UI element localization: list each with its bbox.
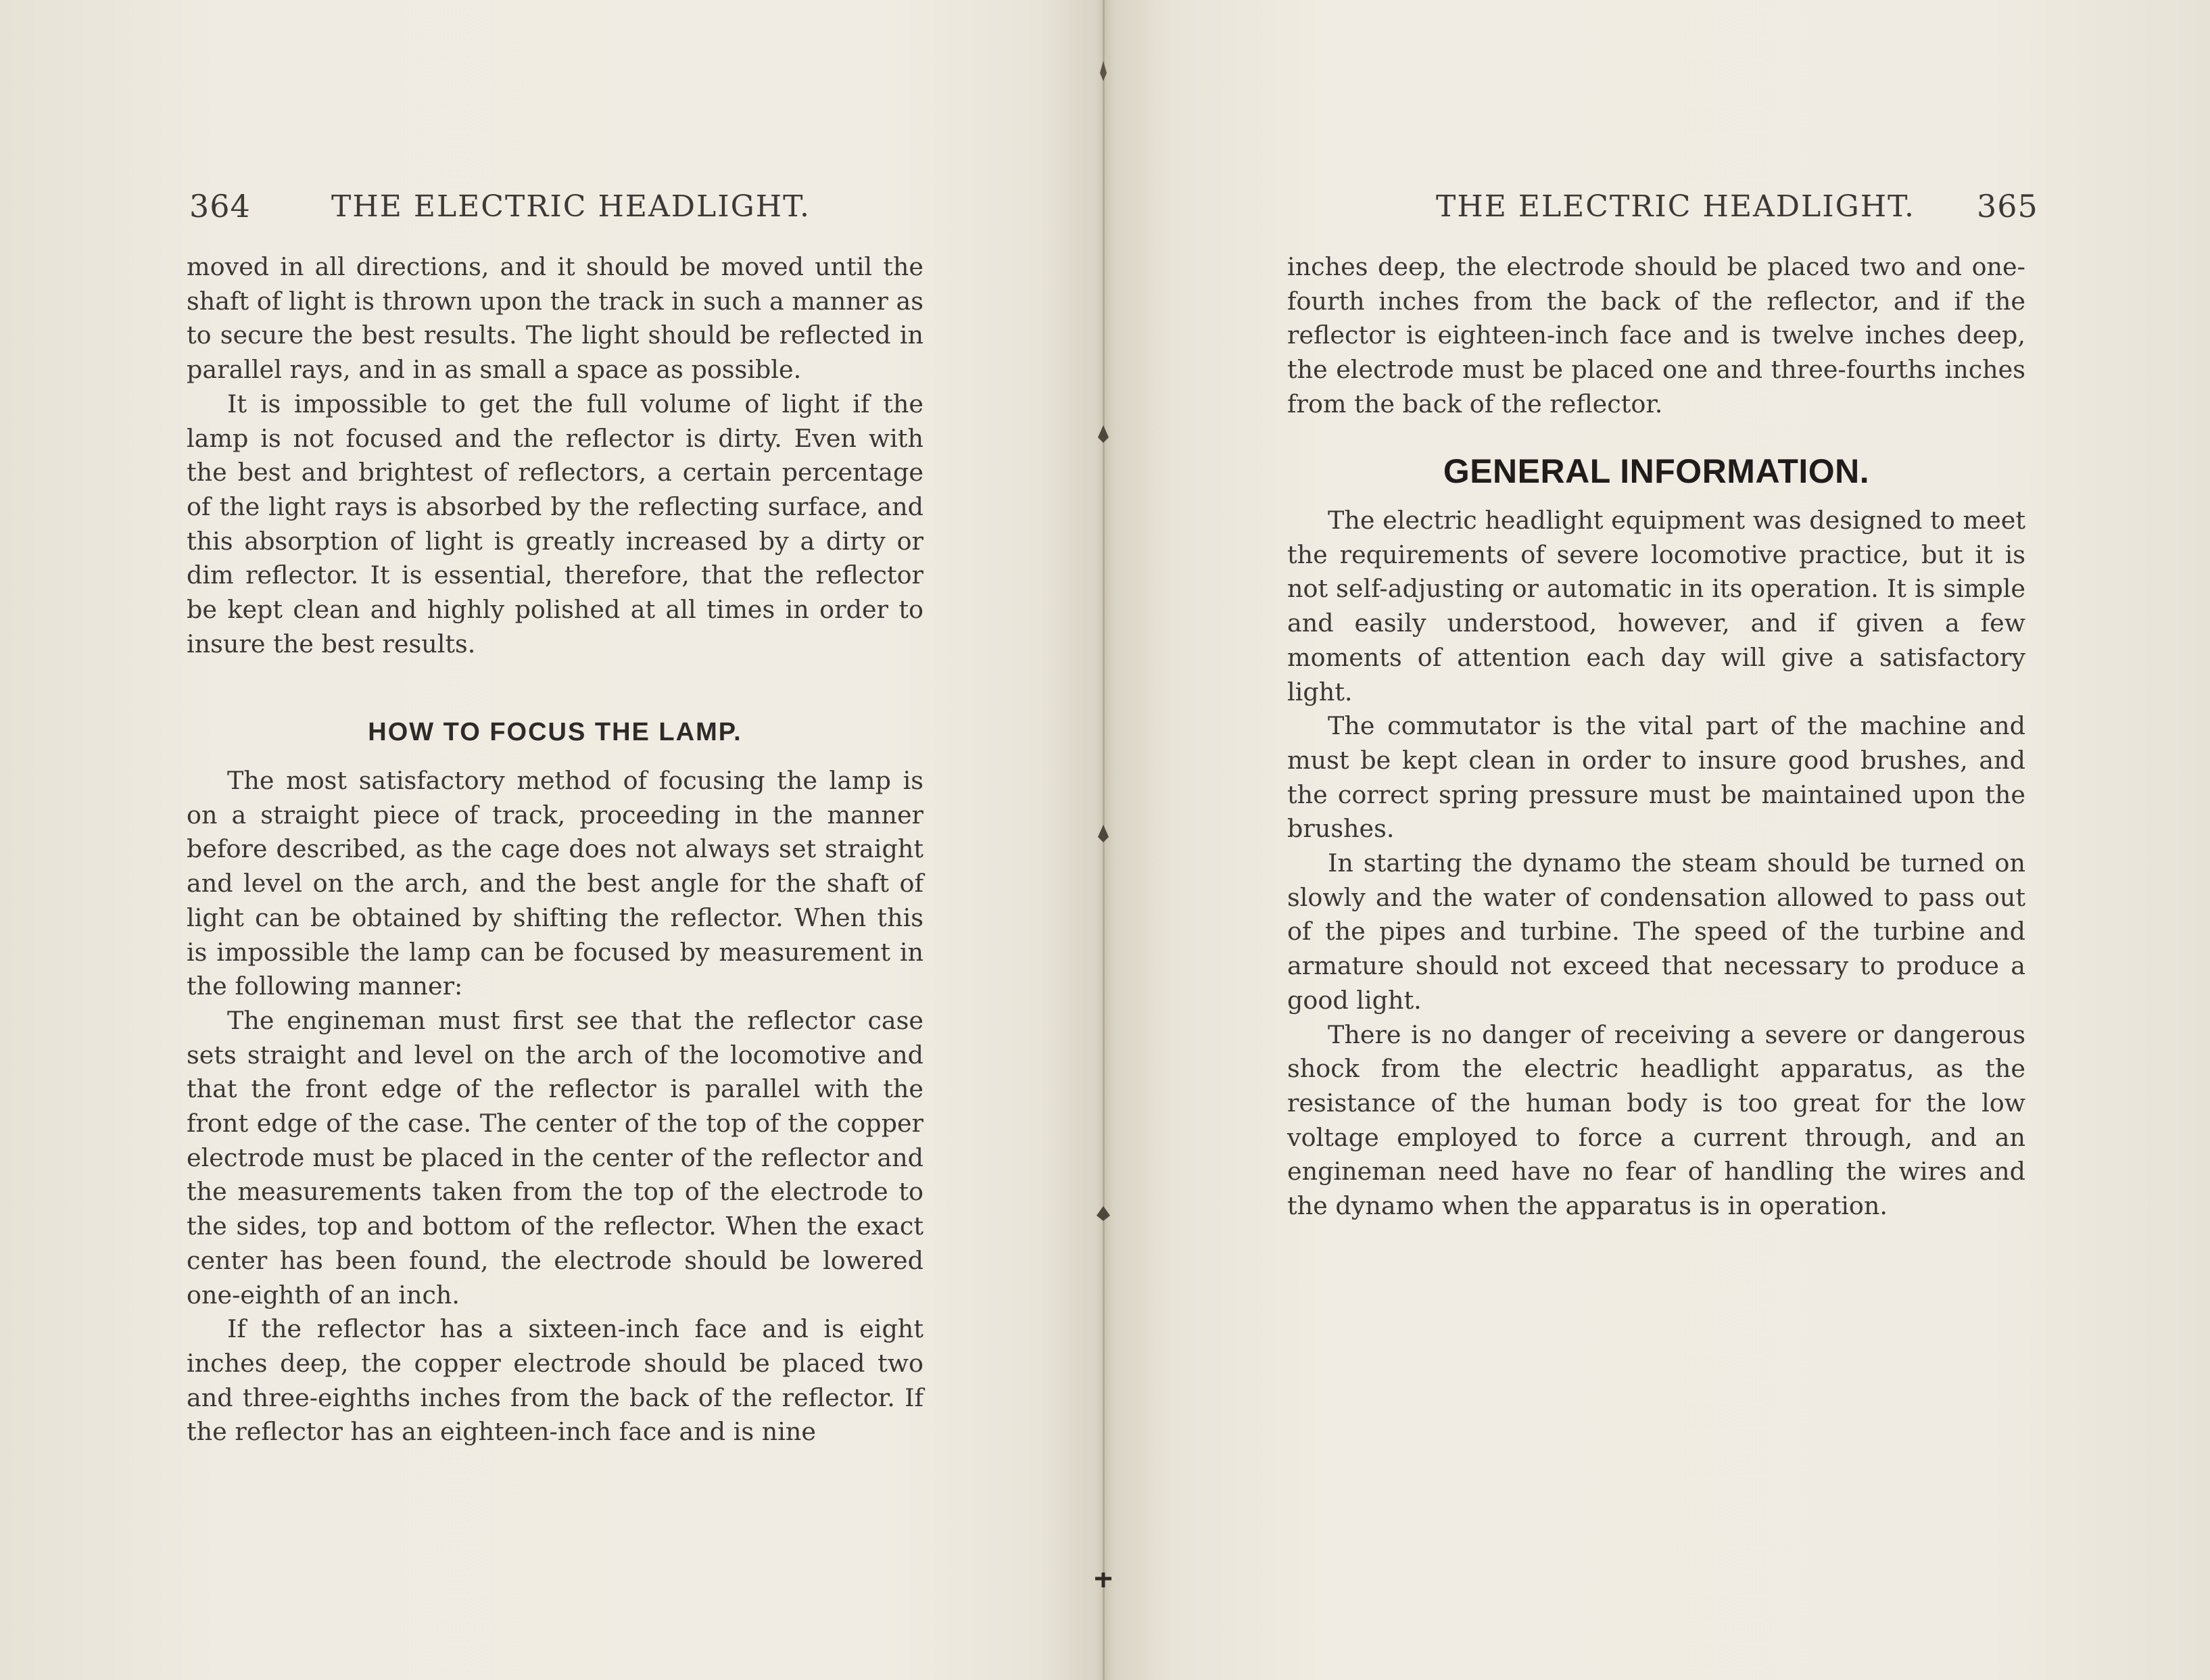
body-text-before-heading: [187, 250, 923, 661]
section-heading: GENERAL INFORMATION.: [1443, 452, 1870, 490]
body-text: [1287, 504, 2025, 1224]
right-page: [1105, 0, 2210, 1680]
paragraph: inches deep, the electrode should be placed two and one-fourth inches from the back of the reflector, and if the reflector is eighteen-inch face and is twelve inches deep, the electrode must be placed one and three-fourths inches from the back of the reflector.: [1287, 252, 2025, 418]
running-head: THE ELECTRIC HEADLIGHT.: [331, 189, 811, 224]
body-text-after-heading: [187, 764, 923, 1449]
paragraph: In starting the dynamo the steam should be turned on slowly and the water of condensation allowed to pass out of the pipes and turbine. The speed of the turbine and armature should not exceed that necessary to produce a good light.: [1287, 848, 2025, 1015]
paragraph: The commutator is the vital part of the machine and must be kept clean in order to insure good brushes, and the correct spring pressure must be maintained upon the brushes.: [1287, 711, 2025, 844]
paragraph: It is impossible to get the full volume of light if the lamp is not focused and the reflector is dirty. Even with the best and brightest of reflectors, a certain percentage of the light rays is absorbed by the reflecting surface, and this absorption of light is greatly increased by a dirty or dim reflector. It is essential, therefore, that the reflector be kept clean and highly polished at all times in order to insure the best results.: [187, 389, 923, 658]
paragraph: The most satisfactory method of focusing the lamp is on a straight piece of track, proceeding in the manner before described, as the cage does not always set straight and level on the arch, and the best angle for the shaft of light can be obtained by shifting the reflector. When this is impossible the lamp can be focused by measurement in the following manner:: [187, 766, 923, 1001]
paragraph: The engineman must first see that the reflector case sets straight and level on the arch of the locomotive and that the front edge of the reflector is parallel with the front edge of the case. The center of the top of the copper electrode must be placed in the center of the reflector and the measurements taken from the top of the electrode to the sides, top and bottom of the reflector. When the exact center has been found, the electrode should be lowered one-eighth of an inch.: [187, 1005, 923, 1310]
running-head: THE ELECTRIC HEADLIGHT.: [1436, 189, 1915, 224]
page-number: 365: [1977, 188, 2038, 224]
left-page: [0, 0, 1103, 1680]
paragraph: The electric headlight equipment was designed to meet the requirements of severe locomotive practice, but it is not self-adjusting or automatic in its operation. It is simple and easily understood, however, and if given a few moments of attention each day will give a satisfactory light.: [1287, 506, 2025, 706]
section-heading: HOW TO FOCUS THE LAMP.: [368, 718, 742, 746]
page-number: 364: [189, 188, 251, 224]
paragraph: moved in all directions, and it should be moved until the shaft of light is thrown upon the track in such a manner as to secure the best results. The light should be reflected in parallel rays, and in as small a space as possible.: [187, 252, 923, 385]
paragraph: If the reflector has a sixteen-inch face and is eight inches deep, the copper electrode should be placed two and three-eighths inches from the back of the reflector. If the reflector has an eighteen-inch face and is nine: [187, 1314, 923, 1447]
body-text-continued: [1287, 250, 2025, 422]
paragraph: There is no danger of receiving a severe or dangerous shock from the electric headlight apparatus, as the resistance of the human body is too great for the low voltage employed to force a current through, and an engineman need have no fear of handling the wires and the dynamo when the apparatus is in operation.: [1287, 1019, 2025, 1221]
